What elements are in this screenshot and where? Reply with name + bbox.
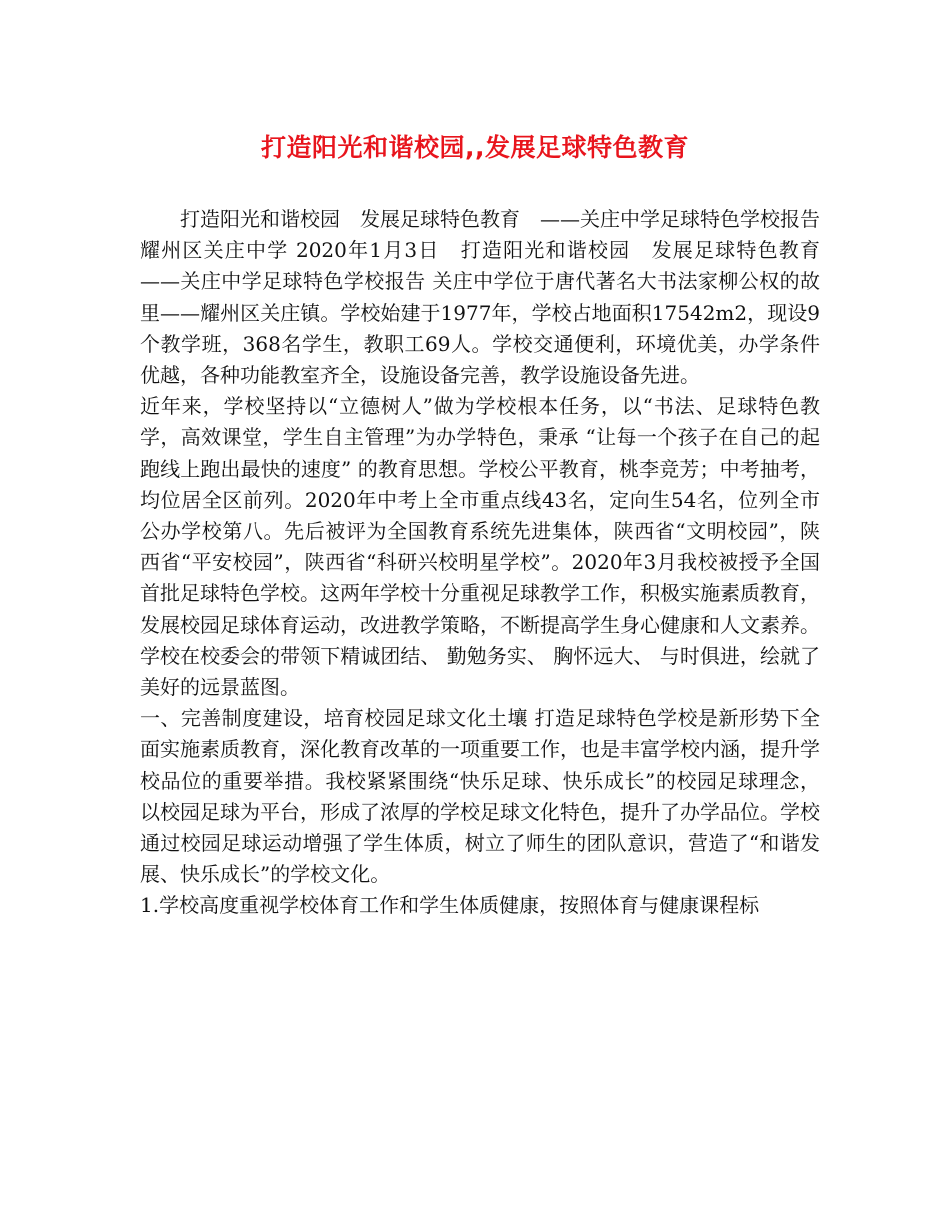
document-title: 打造阳光和谐校园,,发展足球特色教育: [261, 133, 689, 162]
paragraph-item-one: 1.学校高度重视学校体育工作和学生体质健康，按照体育与健康课程标: [140, 893, 760, 918]
paragraph-recent-years: 近年来，学校坚持以“立德树人”做为学校根本任务，以“书法、足球特色教学，高效课堂，学生自主管理”为办学特色，秉承 “让每一个孩子在自己的起跑线上跑出最快的速度” 的教育思想。学校公平教育，桃李竞芳；中考抽考，均位居全区前列。2020年中考上全市重点线43名，定向生54名，位列全市公办学校第八。先后被评为全国教育系统先进集体，陕西省“文明校园”，陕西省“平安校园”，陕西省“科研兴校明星学校”。2020年3月我校被授予全国首批足球特色学校。这两年学校十分重视足球教学工作，积极实施素质教育，发展校园足球体育运动，改进教学策略，不断提高学生身心健康和人文素养。学校在校委会的带领下精诚团结、 勤勉务实、 胸怀远大、 与时俱进，绘就了美好的远景蓝图。: [140, 394, 820, 700]
paragraph-section-one: 一、完善制度建设，培育校园足球文化土壤 打造足球特色学校是新形势下全面实施素质教育，深化教育改革的一项重要工作，也是丰富学校内涵，提升学校品位的重要举措。我校紧紧围绕“快乐足球、快乐成长”的校园足球理念，以校园足球为平台，形成了浓厚的学校足球文化特色，提升了办学品位。学校通过校园足球运动增强了学生体质，树立了师生的团队意识，营造了“和谐发展、快乐成长”的学校文化。: [140, 706, 820, 887]
document-body: [140, 204, 920, 922]
paragraph-intro: 打造阳光和谐校园 发展足球特色教育 ——关庄中学足球特色学校报告 耀州区关庄中学 2020年1月3日 打造阳光和谐校园 发展足球特色教育 ——关庄中学足球特色学校报告 关庄中学位于唐代著名大书法家柳公权的故里——耀州区关庄镇。学校始建于1977年，学校占地面积17542m2，现设9个教学班，368名学生，教职工69人。学校交通便利，环境优美，办学条件优越，各种功能教室齐全，设施设备完善，教学设施设备先进。: [140, 207, 920, 388]
